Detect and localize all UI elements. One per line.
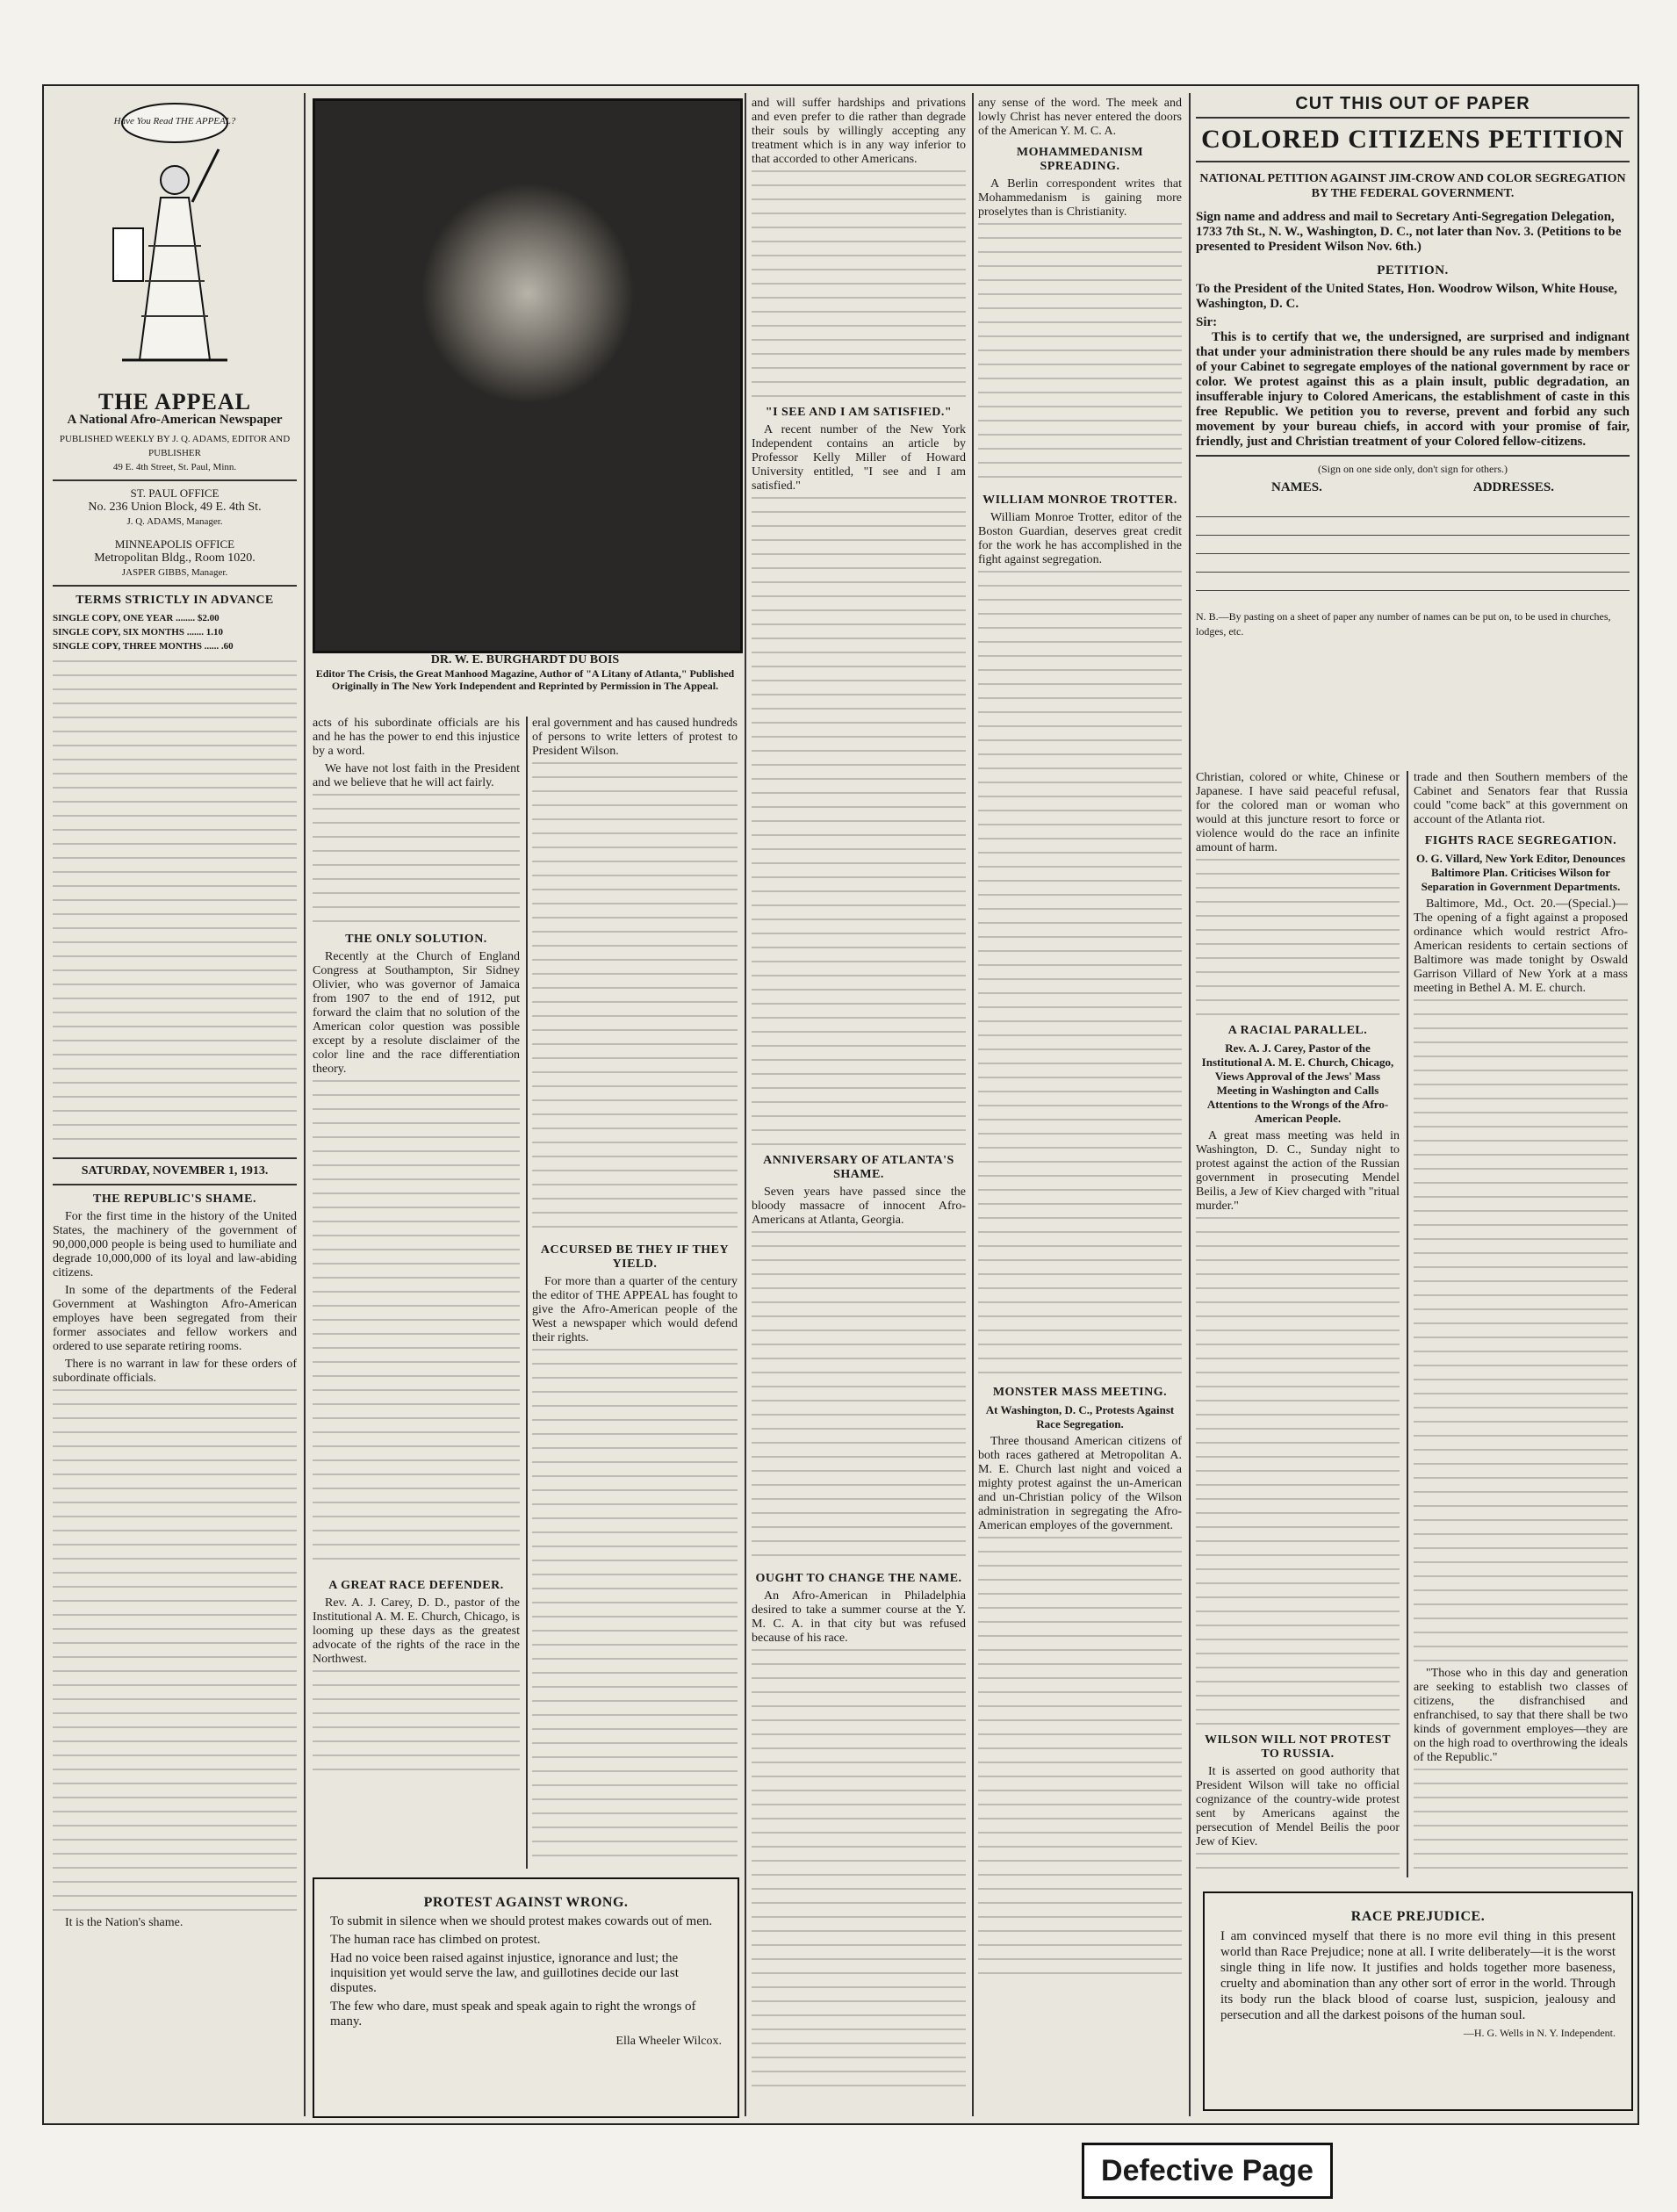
quote-title: RACE PREJUDICE.: [1350, 1909, 1486, 1924]
article-heading: A RACIAL PARALLEL.: [1227, 1024, 1368, 1037]
petition-instructions: Sign name and address and mail to Secretary Anti-Segregation Delegation, 1733 7th St., N. W., Washington, D. C., not later than Nov. 3. (Petitions to be presented to President Wilson Nov. 6th.): [1196, 210, 1622, 254]
st-paul-office-label: ST. PAUL OFFICE: [130, 486, 220, 500]
article-paragraph: There is no warrant in law for these orders of subordinate officials.: [53, 1358, 297, 1385]
photo-caption: [313, 653, 738, 692]
article-heading: WILSON WILL NOT PROTEST TO RUSSIA.: [1204, 1733, 1392, 1761]
poem-author: Ella Wheeler Wilcox.: [615, 2035, 722, 2048]
column-seven: [1414, 771, 1628, 1877]
petition-section: [1196, 94, 1630, 755]
article-paragraph: Rev. A. J. Carey, D. D., pastor of the Institutional A. M. E. Church, Chicago, is looming up these days as the greatest advocate of the rights of the race in the Northwest.: [313, 1596, 520, 1666]
article-body-text: [1196, 859, 1400, 1017]
article-subheading: At Washington, D. C., Protests Against Race Segregation.: [985, 1403, 1175, 1430]
mpls-office: Metropolitan Bldg., Room 1020.: [94, 551, 256, 565]
article-paragraph: It is asserted on good authority that President Wilson will take no official cognizance of the country-wide protest sent by Americans against the persecution of Mendel Beilis the poor Jew of Kiev.: [1196, 1765, 1400, 1848]
article-heading: FIGHTS RACE SEGREGATION.: [1424, 834, 1617, 847]
masthead-publisher: PUBLISHED WEEKLY BY J. Q. ADAMS, EDITOR AND PUBLISHER: [59, 434, 291, 458]
article-paragraph: For the first time in the history of the United States, the machinery of the government of 90,000,000 people is being used to humiliate and degrade 10,000,000 of its loyal and law-abiding citizens.: [53, 1210, 297, 1279]
article-paragraph: "Those who in this day and generation are seeking to establish two classes of citizens, the disfranchised and enfranchised, to say that there shall be two kinds of government employes—they are on the high road to overthrowing the ideals of the Republic.": [1414, 1667, 1628, 1764]
article-paragraph: A Berlin correspondent writes that Mohammedanism is gaining more proselytes than is Christianity.: [978, 177, 1182, 219]
column-three: [532, 717, 738, 1869]
poem-line: Had no voice been raised against injustice, ignorance and lust; the inquisition yet would serve the law, and guillotines decide our last disputes.: [330, 1951, 679, 1995]
terms-line: SINGLE COPY, THREE MONTHS ...... .60: [53, 641, 234, 652]
petition-salutation: Sir:: [1196, 315, 1218, 329]
signature-lines[interactable]: [1196, 499, 1630, 604]
article-paragraph: For more than a quarter of the century the editor of THE APPEAL has fought to give the Afro-American people of the West a newspaper which would defend their rights.: [532, 1275, 738, 1344]
petition-nb: N. B.—By pasting on a sheet of paper any number of names can be put on, to be used in churches, lodges, etc.: [1196, 610, 1611, 638]
article-paragraph: An Afro-American in Philadelphia desired to take a summer course at the Y. M. C. A. in that city but was refused because of his race.: [752, 1589, 966, 1645]
article-paragraph: Christian, colored or white, Chinese or Japanese. I have said peaceful refusal, for the colored man or woman who would at this juncture resort to force or violence would do the race an infinite amount of harm.: [1196, 771, 1400, 854]
article-paragraph: We have not lost faith in the President and we believe that he will act fairly.: [313, 762, 520, 789]
terms-line: SINGLE COPY, ONE YEAR ........ $2.00: [53, 613, 220, 623]
article-paragraph: Recently at the Church of England Congress at Southampton, Sir Sidney Olivier, who was governor of Jamaica from 1907 to the end of 1912, put forward the claim that no solution of the American color question was possible except by a resolute disclaimer of the color line and the race differentiation theory.: [313, 950, 520, 1076]
article-paragraph: It is the Nation's shame.: [65, 1916, 184, 1929]
article-paragraph: acts of his subordinate officials are his and he has the power to end this injustice by a word.: [313, 717, 520, 758]
article-body-text: [752, 170, 966, 399]
article-paragraph: A great mass meeting was held in Washington, D. C., Sunday night to protest against the action of the Russian government in prosecuting Mendel Beilis, a Jew of Kiev charged with "ritual murder.": [1196, 1129, 1400, 1213]
article-heading: WILLIAM MONROE TROTTER.: [982, 494, 1177, 507]
article-subheading: O. G. Villard, New York Editor, Denounces Baltimore Plan. Criticises Wilson for Separation in Government Departments.: [1415, 852, 1626, 893]
article-heading: MOHAMMEDANISM SPREADING.: [1016, 146, 1144, 173]
article-heading: ACCURSED BE THEY IF THEY YIELD.: [540, 1243, 730, 1271]
fine-print-block: [53, 660, 297, 1152]
poem-line: The few who dare, must speak and speak again to right the wrongs of many.: [330, 1999, 696, 2028]
article-body-text: [532, 762, 738, 1236]
article-paragraph: Baltimore, Md., Oct. 20.—(Special.)—The opening of a fight against a proposed ordinance which would restrict Afro-American residents to certain sections of Baltimore was made tonight by Oswald Garrison Villard of New York at a mass meeting in Bethel A. M. E. church.: [1414, 897, 1628, 995]
liberty-figure-icon: [87, 97, 263, 378]
petition-heading: PETITION.: [1377, 263, 1449, 277]
article-subheading: Rev. A. J. Carey, Pastor of the Institutional A. M. E. Church, Chicago, Views Approval of the Jews' Mass Meeting in Washington and Calls Attentions to the Wrongs of the Afro-American People.: [1201, 1041, 1394, 1125]
article-body-text: [1196, 1853, 1400, 1877]
article-paragraph: In some of the departments of the Federal Government at Washington Afro-American employes have been segregated from their former associates and fellow workers and ordered to use separate retiring rooms.: [53, 1284, 297, 1353]
article-heading: "I SEE AND I AM SATISFIED.": [765, 406, 953, 419]
race-prejudice-box: [1203, 1891, 1633, 2111]
article-heading: A GREAT RACE DEFENDER.: [328, 1579, 504, 1592]
article-body-text: [1196, 1217, 1400, 1726]
article-body-text: [752, 1649, 966, 2088]
column-masthead: [53, 97, 297, 2113]
article-paragraph: eral government and has caused hundreds of persons to write letters of protest to President Wilson.: [532, 717, 738, 758]
column-six: [1196, 771, 1400, 1877]
article-body-text: [532, 1349, 738, 1869]
poem-line: The human race has climbed on protest.: [330, 1933, 541, 1947]
newspaper-page: [42, 84, 1639, 2125]
cut-out-banner: CUT THIS OUT OF PAPER: [1295, 94, 1530, 113]
article-heading: THE ONLY SOLUTION.: [345, 933, 487, 946]
petition-subtitle: NATIONAL PETITION AGAINST JIM-CROW AND COLOR SEGREGATION BY THE FEDERAL GOVERNMENT.: [1199, 172, 1626, 200]
column-five: [978, 97, 1182, 2113]
article-body-text: [978, 1537, 1182, 1976]
article-paragraph: any sense of the word. The meek and lowly Christ has never entered the doors of the American Y. M. C. A.: [978, 97, 1182, 138]
article-body-text: [313, 1670, 520, 1776]
article-paragraph: William Monroe Trotter, editor of the Boston Guardian, deserves great credit for the work he has accomplished in the fight against segregation.: [978, 511, 1182, 566]
article-body-text: [1414, 999, 1628, 1667]
article-paragraph: A recent number of the New York Independent contains an article by Professor Kelly Miller of Howard University entitled, "I see and I am satisfied.": [752, 423, 966, 493]
article-heading: ANNIVERSARY OF ATLANTA'S SHAME.: [763, 1154, 954, 1181]
portrait-photo: [313, 98, 743, 653]
article-body-text: [978, 223, 1182, 486]
masthead-sign-text: Have You Read THE APPEAL?: [113, 116, 236, 126]
defective-page-label: Defective Page: [1082, 2143, 1333, 2199]
column-four: [752, 97, 966, 2113]
article-body-text: [313, 794, 520, 926]
article-heading: OUGHT TO CHANGE THE NAME.: [755, 1572, 962, 1585]
quote-credit: —H. G. Wells in N. Y. Independent.: [1463, 2027, 1616, 2039]
names-column-label: NAMES.: [1270, 480, 1322, 494]
protest-poem-box: [313, 1877, 739, 2118]
masthead-illustration: [53, 97, 297, 386]
mpls-manager: JASPER GIBBS, Manager.: [121, 567, 228, 578]
article-heading: THE REPUBLIC'S SHAME.: [93, 1192, 256, 1206]
photo-caption-text: Editor The Crisis, the Great Manhood Magazine, Author of "A Litany of Atlanta," Published Originally in The New York Independent and Reprinted by Permission in The Appeal.: [315, 667, 735, 692]
masthead-title: THE APPEAL: [98, 389, 251, 414]
quote-body: I am convinced myself that there is no more evil thing in this present world than Race Prejudice; none at all. I write deliberately—it is the worst single thing in life now. It justifies and holds together more baseness, cruelty and abomination than any other sort of error in the world. Through its body run the black blood of coarse lust, suspicion, jealousy and persecution and all the darkest poisons of the human soul.: [1220, 1929, 1616, 2022]
article-paragraph: trade and then Southern members of the Cabinet and Senators fear that Russia could "come back" at this government on account of the Atlanta riot.: [1414, 771, 1628, 826]
article-body-text: [978, 571, 1182, 1379]
st-paul-office: No. 236 Union Block, 49 E. 4th St.: [88, 501, 262, 514]
terms-heading: TERMS STRICTLY IN ADVANCE: [76, 594, 274, 607]
article-body-text: [313, 1080, 520, 1572]
poem-title: PROTEST AGAINST WRONG.: [423, 1895, 629, 1910]
addresses-column-label: ADDRESSES.: [1472, 480, 1554, 494]
masthead-subtitle: A National Afro-American Newspaper: [67, 413, 283, 427]
article-body-text: [752, 1231, 966, 1565]
article-body-text: [752, 497, 966, 1147]
article-body-text: [53, 1389, 297, 1916]
petition-body: This is to certify that we, the undersigned, are surprised and indignant that under your administration there should be any rules made by members of your Cabinet to segregate employes of the national government by race or color. We protest against this as a plain insult, public degradation, an insufferable injury to Colored Americans, the establishment of caste in this free Republic. We petition you to reverse, prevent and forbid any such movement by your bureau chiefs, in accord with your promise of fair, friendly, just and Christian treatment of your Colored fellow-citizens.: [1196, 330, 1630, 449]
issue-date: SATURDAY, NOVEMBER 1, 1913.: [81, 1164, 269, 1178]
article-heading: MONSTER MASS MEETING.: [992, 1386, 1168, 1399]
masthead-address: 49 E. 4th Street, St. Paul, Minn.: [112, 462, 237, 472]
photo-caption-name: DR. W. E. BURGHARDT DU BOIS: [430, 653, 620, 666]
petition-addressee: To the President of the United States, Hon. Woodrow Wilson, White House, Washington, D. C.: [1196, 282, 1617, 311]
poem-line: To submit in silence when we should protest makes cowards out of men.: [330, 1914, 713, 1928]
article-paragraph: and will suffer hardships and privations and even prefer to die rather than degrade their souls by willingly accepting any treatment which is in any way inferior to that accorded to other Americans.: [752, 97, 966, 166]
petition-sign-note: (Sign on one side only, don't sign for others.): [1317, 463, 1508, 475]
st-paul-manager: J. Q. ADAMS, Manager.: [126, 516, 223, 527]
mpls-office-label: MINNEAPOLIS OFFICE: [114, 537, 235, 551]
article-paragraph: Seven years have passed since the bloody massacre of innocent Afro-Americans at Atlanta, Georgia.: [752, 1185, 966, 1227]
terms-line: SINGLE COPY, SIX MONTHS ....... 1.10: [53, 627, 223, 638]
article-body-text: [1414, 1769, 1628, 1874]
article-paragraph: Three thousand American citizens of both races gathered at Metropolitan A. M. E. Church last night and voiced a mighty protest against the un-American and un-Christian policy of the Wilson administration in segregating the Afro-American employes of the government.: [978, 1435, 1182, 1532]
petition-title: COLORED CITIZENS PETITION: [1201, 125, 1624, 154]
